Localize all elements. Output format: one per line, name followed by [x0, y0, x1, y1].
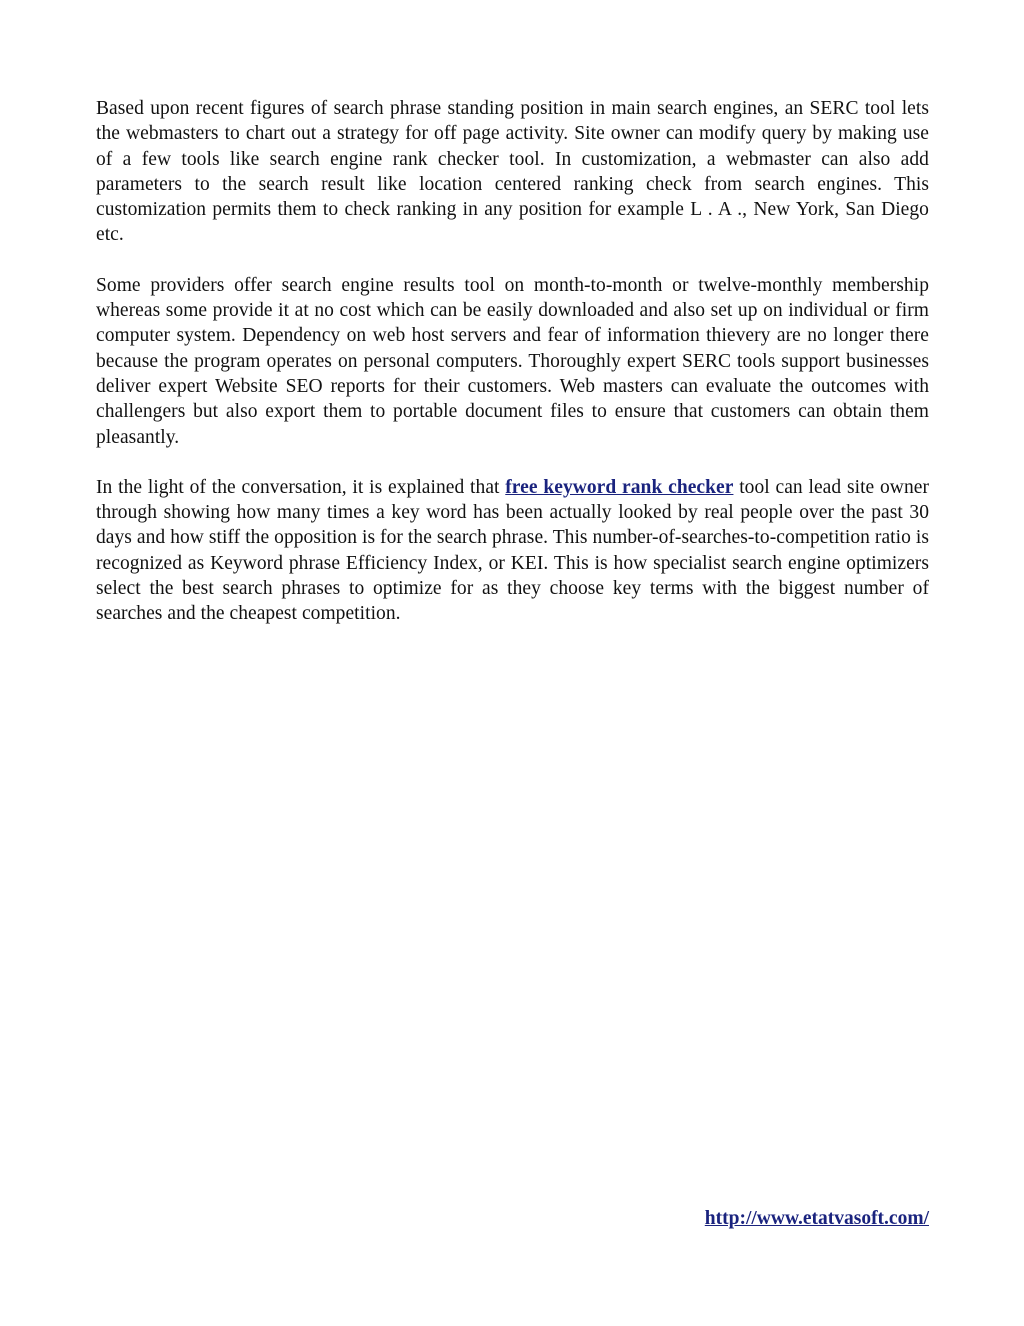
document-body	[96, 96, 929, 652]
paragraph-keyword-checker-lead: In the light of the conversation, it is explained that	[96, 476, 506, 498]
footer-website-link[interactable]: http://www.etatvasoft.com/	[704, 1208, 929, 1229]
paragraph-keyword-checker	[96, 475, 929, 627]
free-keyword-rank-checker-link[interactable]: free keyword rank checker	[505, 476, 734, 498]
paragraph-serc-strategy: Based upon recent figures of search phrase standing position in main search engines, an SERC tool lets the webmasters to chart out a strategy for off page activity. Site owner can modify query by making use of a few tools like search engine rank checker tool. In customization, a webmaster can also add parameters to the search result like location centered ranking check from search engines. This customization permits them to check ranking in any position for example L . A ., New York, San Diego etc.	[96, 98, 929, 246]
paragraph-keyword-checker-rest: tool can lead site owner through showing how many times a key word has been actually looked by real people over the past 30 days and how stiff the opposition is for the search phrase. This number-of-searches-to-competition ratio is recognized as Keyword phrase Efficiency Index, or KEI. This is how specialist search engine optimizers select the best search phrases to optimize for as they choose key terms with the biggest number of searches and the cheapest competition.	[96, 476, 929, 625]
paragraph-providers: Some providers offer search engine results tool on month-to-month or twelve-monthly membership whereas some provide it at no cost which can be easily downloaded and also set up on individual or firm computer system. Dependency on web host servers and fear of information thievery are no longer there because the program operates on personal computers. Thoroughly expert SERC tools support businesses deliver expert Website SEO reports for their customers. Web masters can evaluate the outcomes with challengers but also export them to portable document files to ensure that customers can obtain them pleasantly.	[96, 274, 929, 448]
